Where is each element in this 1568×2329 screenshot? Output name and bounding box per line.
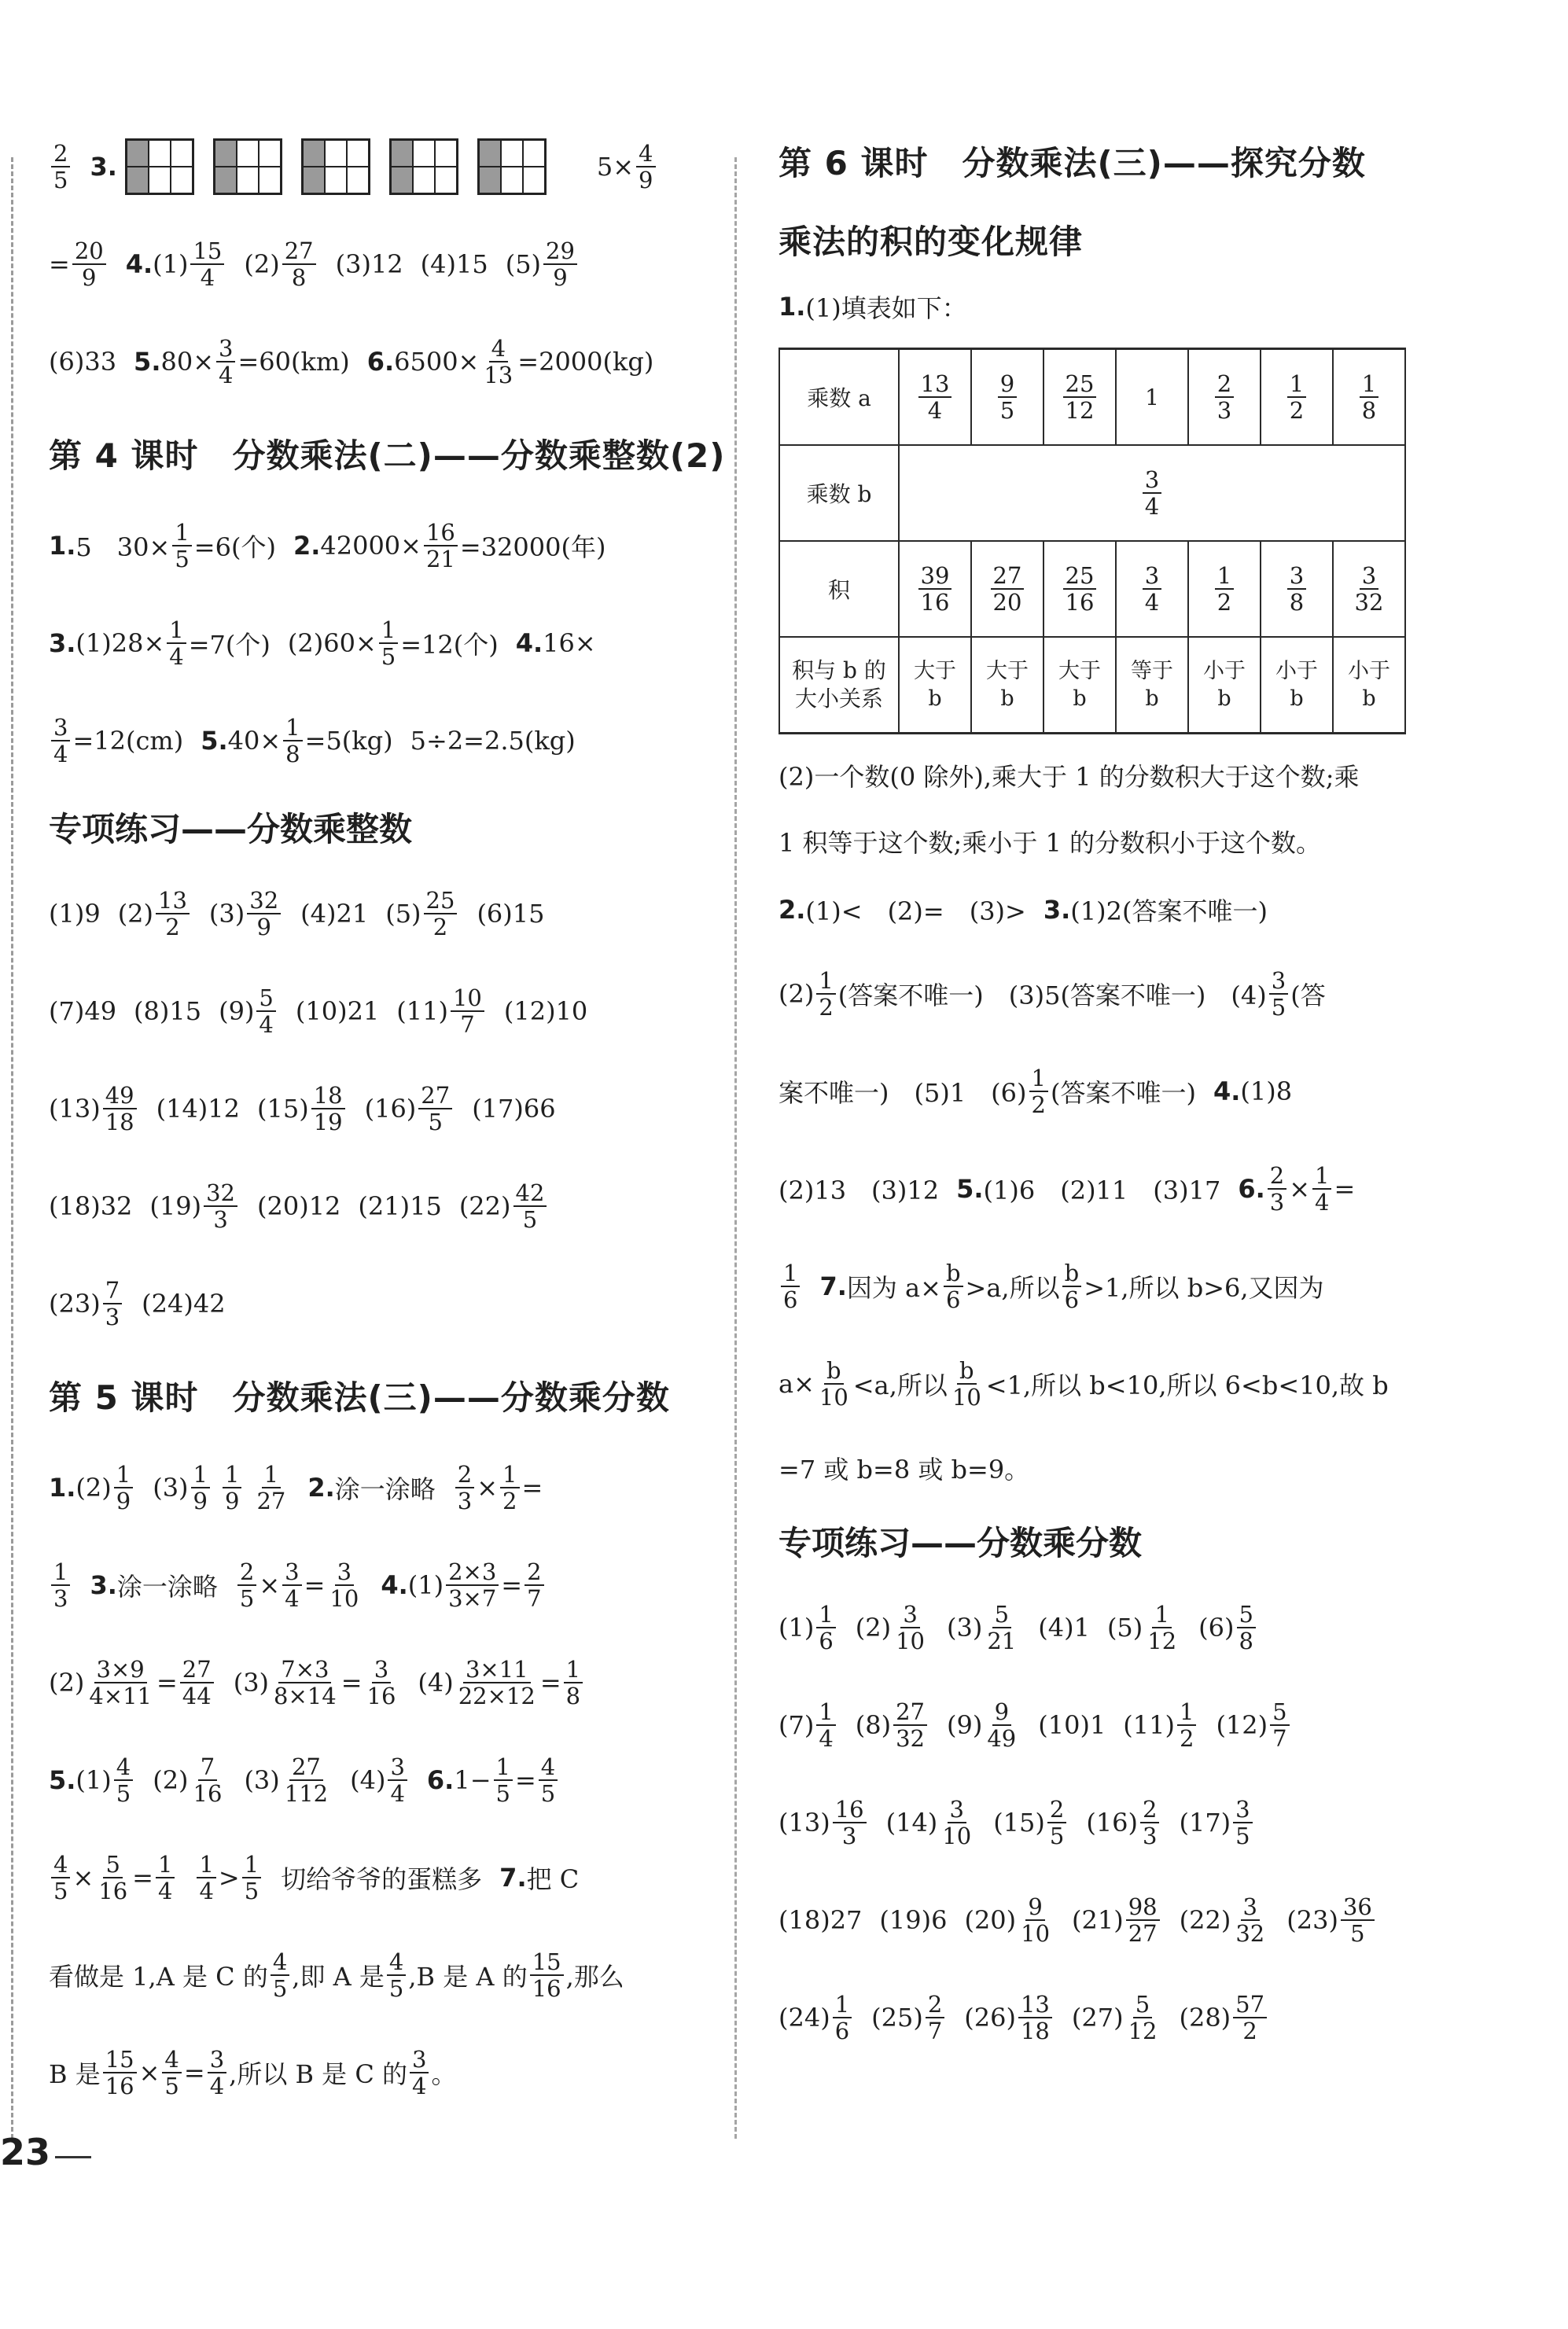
- answer-line: (2) $\frac{1}{2}$ (答案不唯一) (3)5(答案不唯一) (4) $\frac{3}{5}$ (答: [778, 966, 1326, 1021]
- answer-line: (18)27 (19)6 (20) $\frac{9}{10}$ (21) $\frac{98}{27}$ (22) $\frac{3}{32}$ (23) $\frac{36}{5}$: [778, 1871, 1455, 1969]
- fraction: $\frac{3}{32}$: [1235, 1893, 1265, 1947]
- fraction: $\frac{98}{27}$: [1126, 1895, 1160, 1946]
- fraction: $\frac{1}{2}$: [500, 1463, 519, 1514]
- fraction: $\frac{27}{112}$: [284, 1753, 329, 1807]
- question-number: 3.: [90, 1570, 117, 1600]
- fraction: $\frac{16}{21}$: [424, 521, 458, 572]
- row-header: 乘数 a: [779, 349, 899, 446]
- fraction: $\frac{5}{21}$: [987, 1600, 1017, 1654]
- fraction: $\frac{13}{18}$: [1018, 1992, 1052, 2044]
- answer-line: (2)13 (3)12 5. (1)6 (2)11 (3)17 6. $\frac{2}{3}$ × $\frac{1}{4}$ =: [778, 1161, 1356, 1216]
- answer-line: 2. (1)< (2)= (3)> 3. (1)2(答案不唯一): [778, 895, 1268, 926]
- question-number: 5.: [134, 347, 161, 377]
- fraction: $\frac{1}{5}$: [494, 1755, 513, 1806]
- fraction: $\frac{36}{5}$: [1341, 1895, 1375, 1946]
- fraction: $\frac{27}{44}$: [180, 1658, 214, 1709]
- table-row: 乘数 a $\frac{13}{4}$ $\frac{9}{5}$ $\frac{25}{12}$ 1 $\frac{2}{3}$ $\frac{1}{2}$ $\frac{1}{8}$: [779, 349, 1405, 446]
- fraction: $\frac{3}{4}$: [216, 337, 235, 388]
- fraction: $\frac{9}{49}$: [987, 1698, 1017, 1752]
- answer-line: $\frac{1}{6}$ 7. 因为 a× $\frac{b}{6}$ >a,所以 $\frac{b}{6}$ >1,所以 b>6,又因为: [778, 1238, 1455, 1335]
- question-number: 4.: [381, 1570, 408, 1600]
- fraction: $\frac{3}{10}$: [329, 1558, 359, 1612]
- fraction: $\frac{5}{7}$: [1270, 1700, 1289, 1751]
- fraction: $\frac{15}{4}$: [190, 239, 224, 290]
- fraction: $\frac{1}{4}$: [167, 618, 186, 669]
- fraction: $\frac{3\times 9}{4\times 11}$: [89, 1655, 152, 1709]
- fraction: $\frac{1}{2}$: [816, 969, 835, 1020]
- lesson-heading-continued: 乘法的积的变化规律: [778, 223, 1084, 261]
- question-number: 6.: [426, 1765, 455, 1795]
- row-header: 积: [779, 541, 899, 637]
- fraction: $\frac{3}{10}$: [896, 1600, 926, 1654]
- answer-line: $\frac{1}{3}$ 3. 涂一涂略 $\frac{2}{5}$ × $\frac{3}{4}$ = $\frac{3}{10}$ 4. (1) $\frac{2\times 3}{3\times 7}$ = $\frac{2}{7}$: [49, 1536, 709, 1634]
- practice-heading: 专项练习——分数乘整数: [49, 810, 413, 848]
- table-row: 积 $\frac{39}{16}$ $\frac{27}{20}$ $\frac{25}{16}$ $\frac{3}{4}$ $\frac{1}{2}$ $\frac{3}{8}$ $\frac{3}{32}$: [779, 541, 1405, 637]
- answer-line: (2)一个数(0 除外),乘大于 1 的分数积大于这个数;乘: [778, 762, 1360, 792]
- answer-line: (6)33 5. 80× $\frac{3}{4}$ =60(km) 6. 6500× $\frac{4}{13}$ =2000(kg): [49, 334, 654, 388]
- left-margin-divider: [11, 157, 13, 2139]
- fraction: $\frac{3}{4}$: [282, 1560, 301, 1611]
- fraction: $\frac{5}{8}$: [1237, 1602, 1256, 1654]
- row-header: 积与 b 的 大小关系: [779, 637, 899, 734]
- fraction: $\frac{1}{2}$: [1029, 1066, 1048, 1117]
- answer-line: a× $\frac{b}{10}$ <a,所以 $\frac{b}{10}$ <1,所以 b<10,所以 6<b<10,故 b: [778, 1356, 1389, 1411]
- fraction: $\frac{b}{10}$: [951, 1356, 981, 1411]
- question-number: 1.: [778, 292, 806, 322]
- left-column: [49, 118, 726, 2121]
- fraction: $\frac{1}{4}$: [816, 1700, 835, 1751]
- answer-line: (1)9 (2) $\frac{13}{2}$ (3) $\frac{32}{9}$ (4)21 (5) $\frac{25}{2}$ (6)15: [49, 886, 545, 940]
- answer-line: B 是 $\frac{15}{16}$ × $\frac{4}{5}$ = $\frac{3}{4}$ ,所以 B 是 C 的 $\frac{3}{4}$ 。: [49, 2045, 457, 2099]
- fraction: $\frac{3\times 11}{22\times 12}$: [458, 1655, 536, 1709]
- question-number: 7.: [819, 1271, 847, 1301]
- fraction: $\frac{16}{3}$: [833, 1797, 867, 1849]
- fraction: $\frac{10}{7}$: [451, 986, 484, 1037]
- answer-line: 1. (1)填表如下：: [778, 292, 967, 323]
- question-number: 1.: [49, 531, 76, 561]
- table-row: 积与 b 的 大小关系 大于 b 大于 b 大于 b 等于 b 小于 b 小于 b 小于 b: [779, 637, 1405, 734]
- fraction: $\frac{4}{5}$: [387, 1950, 406, 2001]
- fraction: $\frac{9}{10}$: [1021, 1893, 1051, 1947]
- fraction: $\frac{1}{5}$: [242, 1853, 261, 1904]
- fraction: $\frac{1}{4}$: [197, 1853, 215, 1904]
- fraction: $\frac{25}{2}$: [424, 889, 458, 940]
- question-number: 5.: [201, 726, 228, 756]
- answer-line: (2) $\frac{3\times 9}{4\times 11}$ = $\frac{27}{44}$ (3) $\frac{7\times 3}{8\times 14}$ = $\frac{3}{16}$ (4) $\frac{3\times 11}{22\times 12}$ = $\frac{1}{8}$: [49, 1634, 709, 1731]
- fraction: $\frac{4}{13}$: [484, 334, 513, 388]
- grid-figure: [389, 138, 458, 195]
- fraction: $\frac{32}{9}$: [247, 889, 281, 940]
- fraction: $\frac{27}{8}$: [282, 239, 316, 290]
- fraction: $\frac{2}{3}$: [455, 1463, 474, 1514]
- fraction: $\frac{20}{9}$: [72, 239, 106, 290]
- fraction: $\frac{1}{9}$: [114, 1463, 133, 1514]
- grid-figure: [213, 138, 282, 195]
- answer-line: 1. (2) $\frac{1}{9}$ (3) $\frac{1}{9}$ $\frac{1}{9}$ $\frac{1}{27}$ 2. 涂一涂略 $\frac{2}{3}$ × $\frac{1}{2}$ =: [49, 1460, 543, 1514]
- fraction: $\frac{1}{9}$: [191, 1463, 210, 1514]
- question-number: 7.: [499, 1863, 527, 1893]
- fraction: $\frac{1}{5}$: [172, 521, 191, 572]
- fraction: $\frac{4}{5}$: [114, 1755, 133, 1806]
- fraction: $\frac{b}{6}$: [1062, 1261, 1082, 1312]
- answer-line: 5. (1) $\frac{4}{5}$ (2) $\frac{7}{16}$ (3) $\frac{27}{112}$ (4) $\frac{3}{4}$ 6. 1− $\frac{1}{5}$ = $\frac{4}{5}$: [49, 1731, 709, 1829]
- fraction: $\frac{3}{4}$: [410, 2048, 429, 2099]
- fraction: $\frac{57}{2}$: [1233, 1992, 1267, 2044]
- fraction: $\frac{2}{5}$: [51, 142, 70, 193]
- answer-line: (7) $\frac{1}{4}$ (8) $\frac{27}{32}$ (9) $\frac{9}{49}$ (10)1 (11) $\frac{1}{2}$ (12) $\frac{5}{7}$: [778, 1676, 1455, 1774]
- page-number-rule: [55, 2156, 91, 2158]
- fraction: $\frac{27}{5}$: [418, 1084, 452, 1135]
- fraction: $\frac{7\times 3}{8\times 14}$: [274, 1655, 337, 1709]
- answer-line: (7)49 (8)15 (9) $\frac{5}{4}$ (10)21 (11) $\frac{10}{7}$ (12)10: [49, 984, 588, 1038]
- answer-line: $\frac{3}{4}$ =12(cm) 5. 40× $\frac{1}{8}$ =5(kg) 5÷2=2.5(kg): [49, 692, 709, 789]
- question-number: 5.: [49, 1765, 76, 1795]
- question-number: 6.: [1238, 1174, 1265, 1204]
- fraction: $\frac{2}{5}$: [1047, 1797, 1066, 1849]
- fraction: $\frac{4}{9}$: [636, 142, 655, 193]
- answer-line: (13) $\frac{16}{3}$ (14) $\frac{3}{10}$ (15) $\frac{2}{5}$ (16) $\frac{2}{3}$ (17) $\frac{3}{5}$: [778, 1774, 1455, 1871]
- question-number: 4.: [1213, 1076, 1241, 1106]
- fraction: $\frac{4}{5}$: [162, 2048, 181, 2099]
- right-column: [778, 118, 1455, 2066]
- fraction: $\frac{2}{7}$: [926, 1992, 944, 2044]
- answer-line: 3. (1)28× $\frac{1}{4}$ =7(个) (2)60× $\frac{1}{5}$ =12(个) 4. 16×: [49, 616, 596, 670]
- fraction: $\frac{3}{5}$: [1233, 1797, 1252, 1849]
- fraction: $\frac{2}{3}$: [1140, 1797, 1159, 1849]
- fraction: $\frac{5}{12}$: [1128, 1990, 1158, 2044]
- fraction: $\frac{1}{6}$: [781, 1261, 800, 1312]
- fraction: $\frac{15}{16}$: [530, 1950, 564, 2001]
- grid-figure: [301, 138, 370, 195]
- question-number: 3.: [90, 152, 117, 182]
- lesson-heading: 第 5 课时 分数乘法(三)——分数乘分数: [49, 1378, 670, 1417]
- fraction: $\frac{1}{6}$: [816, 1602, 835, 1654]
- fraction: $\frac{1}{2}$: [1177, 1700, 1196, 1751]
- fraction: $\frac{32}{3}$: [204, 1181, 237, 1232]
- fraction: $\frac{27}{32}$: [893, 1700, 927, 1751]
- fraction: $\frac{2\times 3}{3\times 7}$: [446, 1560, 499, 1611]
- grid-figure: [477, 138, 547, 195]
- answer-line: (1) $\frac{1}{6}$ (2) $\frac{3}{10}$ (3) $\frac{5}{21}$ (4)1 (5) $\frac{1}{12}$ (6) $\frac{5}{8}$: [778, 1579, 1455, 1676]
- question-number: 2.: [293, 531, 321, 561]
- practice-heading: 专项练习——分数乘分数: [778, 1524, 1143, 1562]
- fraction: $\frac{3}{4}$: [388, 1755, 407, 1806]
- fraction: $\frac{3}{4}$: [208, 2048, 226, 2099]
- fraction: $\frac{3}{4}$: [51, 716, 70, 767]
- answer-line: 看做是 1,A 是 C 的 $\frac{4}{5}$ ,即 A 是 $\frac{4}{5}$ ,B 是 A 的 $\frac{15}{16}$ ,那么: [49, 1948, 624, 2002]
- question-number: 1.: [49, 1473, 76, 1503]
- answer-line: (24) $\frac{1}{6}$ (25) $\frac{2}{7}$ (26) $\frac{13}{18}$ (27) $\frac{5}{12}$ (28) $\frac{57}{2}$: [778, 1969, 1455, 2066]
- fraction: $\frac{4}{5}$: [539, 1755, 558, 1806]
- row-header: 乘数 b: [779, 445, 899, 541]
- fraction: $\frac{b}{6}$: [944, 1261, 963, 1312]
- fraction: $\frac{1}{4}$: [156, 1853, 175, 1904]
- fraction: $\frac{1}{8}$: [283, 716, 302, 767]
- question-number: 6.: [366, 347, 395, 377]
- fraction: $\frac{1}{12}$: [1147, 1600, 1177, 1654]
- fraction: $\frac{15}{16}$: [103, 2048, 137, 2099]
- answer-line: $\frac{2}{5}$ 3. 5× $\frac{4}{9}$: [49, 118, 709, 215]
- fraction: $\frac{42}{5}$: [513, 1181, 547, 1232]
- lesson-heading: 第 6 课时 分数乘法(三)——探究分数: [778, 144, 1366, 182]
- fraction: $\frac{3}{5}$: [1269, 969, 1288, 1020]
- answer-line: (23) $\frac{7}{3}$ (24)42: [49, 1276, 226, 1330]
- fraction: $\frac{7}{16}$: [193, 1753, 223, 1807]
- table-row: 乘数 b $\frac{3}{4}$: [779, 445, 1405, 541]
- question-number: 5.: [956, 1174, 984, 1204]
- fraction: $\frac{1}{3}$: [51, 1560, 70, 1611]
- fraction: $\frac{7}{3}$: [103, 1279, 122, 1330]
- shaded-grids: [125, 138, 547, 195]
- fraction: $\frac{29}{9}$: [543, 239, 577, 290]
- fraction: $\frac{2}{3}$: [1268, 1164, 1286, 1215]
- fraction: $\frac{13}{2}$: [156, 889, 190, 940]
- fraction: $\frac{3}{16}$: [366, 1655, 396, 1709]
- answer-line: $\frac{4}{5}$ × $\frac{5}{16}$ = $\frac{1}{4}$ $\frac{1}{4}$ > $\frac{1}{5}$ 切给爷爷的蛋糕多 7. 把 C: [49, 1829, 709, 1926]
- question-number: 2.: [307, 1473, 335, 1503]
- lesson-heading: 第 4 课时 分数乘法(二)——分数乘整数(2): [49, 436, 726, 475]
- fraction: $\frac{1}{9}$: [223, 1463, 241, 1514]
- question-number: 4.: [125, 249, 153, 279]
- answer-line: = $\frac{20}{9}$ 4. (1) $\frac{15}{4}$ (2) $\frac{27}{8}$ (3)12 (4)15 (5) $\frac{29}{9}$: [49, 215, 709, 313]
- answer-line: 案不唯一) (5)1 (6) $\frac{1}{2}$ (答案不唯一) 4. (1)8: [778, 1064, 1293, 1118]
- fraction: $\frac{5}{4}$: [256, 986, 275, 1037]
- fraction: $\frac{1}{5}$: [379, 618, 398, 669]
- answer-line: 1 积等于这个数;乘小于 1 的分数积小于这个数。: [778, 828, 1322, 858]
- answer-table: [778, 348, 1406, 734]
- fraction: $\frac{1}{27}$: [256, 1460, 286, 1514]
- fraction: $\frac{3}{10}$: [942, 1795, 972, 1849]
- question-number: 3.: [1043, 895, 1071, 925]
- answer-line: 1. 5 30× $\frac{1}{5}$ =6(个) 2. 42000× $\frac{16}{21}$ =32000(年): [49, 518, 606, 572]
- fraction: $\frac{4}{5}$: [271, 1950, 289, 2001]
- question-number: 3.: [49, 628, 76, 658]
- fraction: $\frac{2}{5}$: [237, 1560, 256, 1611]
- question-number: 4.: [515, 628, 543, 658]
- fraction: $\frac{1}{4}$: [1312, 1164, 1331, 1215]
- fraction: $\frac{49}{18}$: [103, 1084, 137, 1135]
- answer-line: (18)32 (19) $\frac{32}{3}$ (20)12 (21)15 (22) $\frac{42}{5}$: [49, 1157, 709, 1255]
- fraction: $\frac{5}{16}$: [98, 1850, 128, 1904]
- grid-figure: [125, 138, 194, 195]
- answer-line: (13) $\frac{49}{18}$ (14)12 (15) $\frac{18}{19}$ (16) $\frac{27}{5}$ (17)66: [49, 1081, 556, 1135]
- fraction: $\frac{1}{6}$: [833, 1992, 852, 2044]
- page-number: 23: [0, 2131, 51, 2173]
- fraction: $\frac{2}{7}$: [525, 1560, 543, 1611]
- fraction: $\frac{18}{19}$: [311, 1084, 345, 1135]
- answer-line: =7 或 b=8 或 b=9。: [778, 1455, 1030, 1485]
- fraction: $\frac{1}{8}$: [564, 1658, 583, 1709]
- question-number: 2.: [778, 895, 806, 925]
- fraction: $\frac{4}{5}$: [51, 1853, 70, 1904]
- fraction: $\frac{b}{10}$: [819, 1356, 848, 1411]
- column-divider: [734, 157, 737, 2139]
